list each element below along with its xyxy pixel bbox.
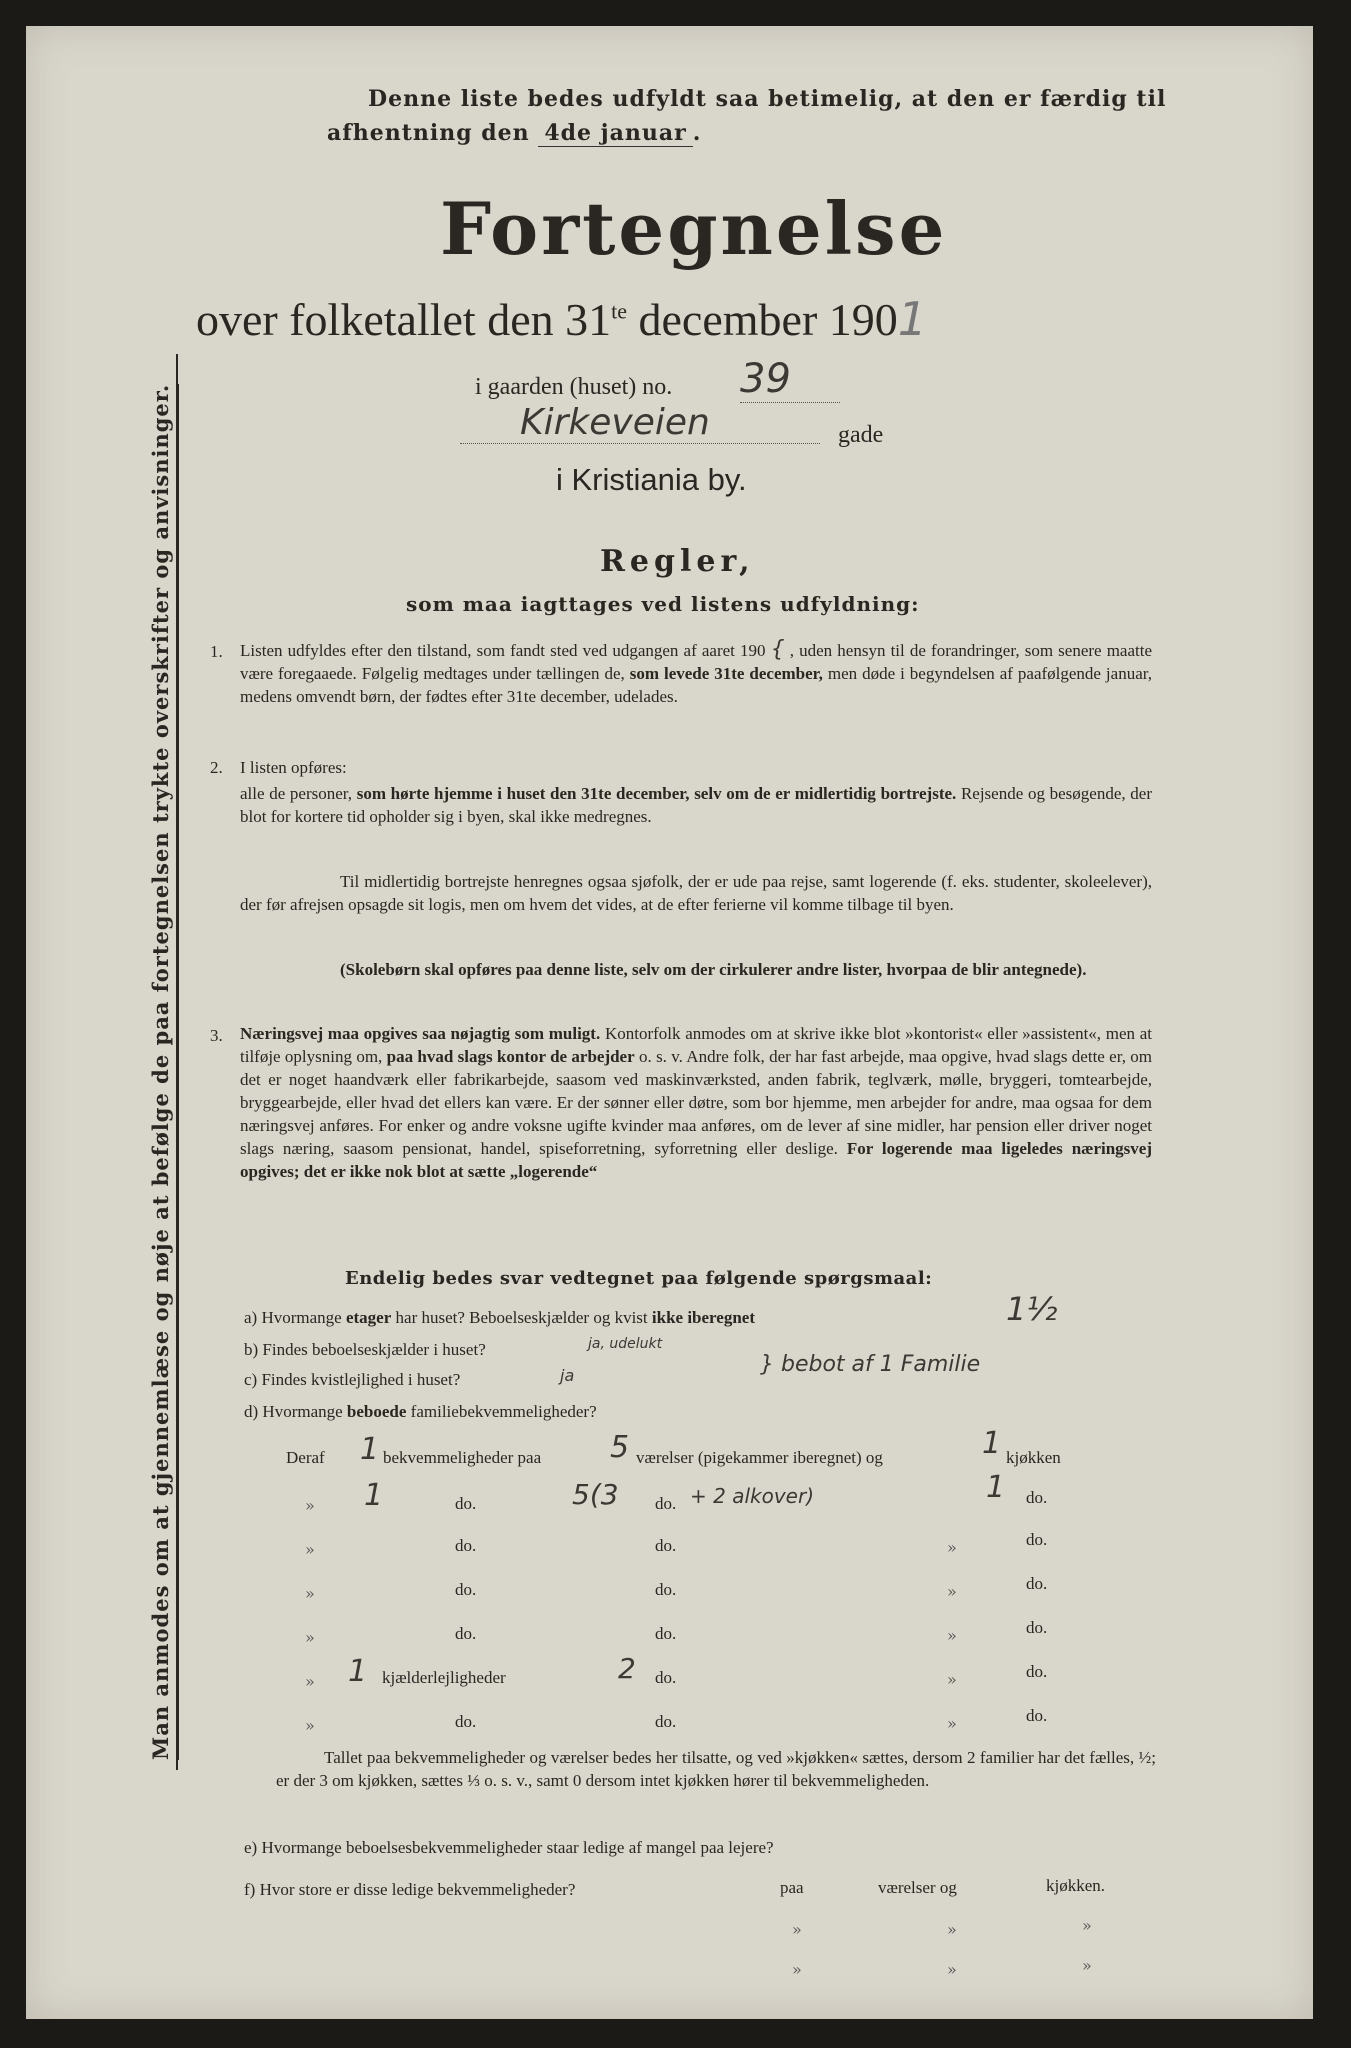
- rule-1-b: , uden hensyn til de forandringer, som senere maatte være foregaaede. Følgelig medtages under tællingen de,: [240, 641, 1152, 683]
- question-d: [244, 1402, 597, 1422]
- row1-a-handwritten: 1: [360, 1432, 380, 1467]
- row7-do-3: do.: [1026, 1706, 1048, 1725]
- street-handwritten: Kirkeveien: [460, 402, 820, 444]
- rule-2-head: I listen opføres:: [240, 758, 347, 777]
- vaer-label: værelser (pigekammer iberegnet) og: [636, 1448, 883, 1467]
- f-row3-quote-1: »: [792, 1960, 802, 1979]
- row6-b-handwritten: 2: [618, 1652, 636, 1685]
- question-f-vaer: værelser og: [878, 1878, 957, 1897]
- page-subtitle: [196, 292, 927, 346]
- rule-2-bold: som hørte hjemme i huset den 31te december, selv om de er midlertidig bortrejste.: [356, 784, 957, 803]
- row4-do-1: do.: [455, 1580, 477, 1599]
- f-row3-quote-2: »: [947, 1960, 957, 1979]
- side-instruction: Man anmodes om at gjennemlæse og nøje at befølge de paa fortegnelsen trykte overskrifter og anvisninger.: [148, 384, 179, 1760]
- rule-3-number: 3.: [210, 1026, 223, 1045]
- row5-do-2: do.: [655, 1624, 677, 1643]
- question-f: f) Hvor store er disse ledige bekvemmeligheder?: [244, 1880, 576, 1899]
- kjaelder-label: kjælderlejligheder: [382, 1668, 506, 1687]
- question-d-label: d) Hvormange: [244, 1402, 343, 1421]
- answer-a-handwritten: 1½: [1006, 1290, 1058, 1328]
- row3-do-1: do.: [455, 1536, 477, 1555]
- row5-quote: »: [305, 1628, 315, 1647]
- notice-date: 4de januar: [538, 120, 692, 147]
- house-label: i gaarden (huset) no.: [475, 374, 673, 400]
- rules-subheading: som maa iagttages ved listens udfyldning:: [406, 592, 920, 616]
- row2-c-handwritten: + 2 alkover): [690, 1484, 814, 1508]
- question-d-rest: familiebekvemmeligheder?: [410, 1402, 597, 1421]
- rule-2-text: [240, 782, 1152, 828]
- rule-2-p3: (Skolebørn skal opføres paa denne liste, selv om der cirkulerer andre lister, hvorpaa de blir antegnede).: [340, 960, 1087, 979]
- subtitle-year-handwritten: 1: [897, 292, 928, 346]
- row1-b-handwritten: 5: [610, 1430, 630, 1465]
- row2-d-handwritten: 1: [986, 1470, 1006, 1505]
- tallet-paragraph: Tallet paa bekvemmeligheder og værelser bedes her tilsatte, og ved »kjøkken« sættes, dersom 2 familier har det fælles, ½; er der 3 om kjøkken, sættes ⅓ o. s. v., samt 0 dersom intet kjøkken hører til bekvemmeligheden.: [276, 1748, 1156, 1790]
- row6-quote-2: »: [947, 1670, 957, 1689]
- row1-c-handwritten: 1: [982, 1426, 1002, 1461]
- row5-quote-2: »: [947, 1626, 957, 1645]
- house-number-handwritten: 39: [740, 356, 840, 403]
- row3-do-3: do.: [1026, 1530, 1048, 1549]
- row3-do-2: do.: [655, 1536, 677, 1555]
- answer-c-handwritten: ja: [560, 1366, 575, 1385]
- question-b: b) Findes beboelseskjælder i huset?: [244, 1340, 486, 1359]
- question-a-bold-2: ikke iberegnet: [651, 1308, 756, 1327]
- row4-do-3: do.: [1026, 1574, 1048, 1593]
- row7-do-1: do.: [455, 1712, 477, 1731]
- row5-do-3: do.: [1026, 1618, 1048, 1637]
- f-row2-quote-1: »: [792, 1920, 802, 1939]
- row2-do-1: do.: [455, 1494, 477, 1513]
- answer-bc-handwritten: } bebot af 1 Familie: [760, 1352, 981, 1377]
- f-row3-quote-3: »: [1082, 1956, 1092, 1975]
- rule-1-bold: som levede 31te december,: [629, 664, 823, 683]
- rule-1-handwritten: {: [770, 637, 785, 662]
- rules-heading: Regler,: [600, 544, 755, 579]
- question-f-paa: paa: [780, 1878, 804, 1897]
- question-d-bold: beboede: [346, 1402, 407, 1421]
- rule-1-a: Listen udfyldes efter den tilstand, som fandt sted ved udgangen af aaret 190: [240, 641, 766, 660]
- row2-a-handwritten: 1: [364, 1478, 384, 1513]
- row2-do-3: do.: [1026, 1488, 1048, 1507]
- rule-1-text: [240, 638, 1152, 708]
- notice-line-2: [327, 120, 701, 146]
- rule-2-a: alle de personer,: [240, 784, 353, 803]
- f-row2-quote-3: »: [1082, 1916, 1092, 1935]
- row4-quote-2: »: [947, 1582, 957, 1601]
- row6-a-handwritten: 1: [348, 1654, 368, 1689]
- rule-1-number: 1.: [210, 642, 223, 661]
- row6-do-3: do.: [1026, 1662, 1048, 1681]
- questions-heading: Endelig bedes svar vedtegnet paa følgende spørgsmaal:: [345, 1268, 933, 1289]
- question-a: [244, 1308, 755, 1328]
- rule-2-p2: Til midlertidig bortrejste henregnes ogsaa sjøfolk, der er ude paa rejse, samt logerende (f. eks. studenter, skoleelever), der før afrejsen opsagde sit logis, men om hvem det vides, at de efter ferierne vil komme tilbage til byen.: [240, 872, 1152, 914]
- rule-3-bold-1: Næringsvej maa opgives saa nøjagtig som muligt.: [240, 1024, 601, 1043]
- row6-quote: »: [305, 1672, 315, 1691]
- rule-2-b: Rejsende og besøgende, der blot for kortere tid opholder sig i byen, skal ikke medregnes.: [240, 784, 1152, 826]
- rule-3-b: o. s. v. Andre folk, der har fast arbejde, maa opgive, hvad slags dette er, om det er noget haandværk eller fabrikarbejde, saasom ved maskinværksted, anden fabrik, teglværk, mølle, bryggeri, tomtearbejde, bryggearbejde, eller hvad det ellers kan være. Er der sønner eller døtre, som bor hjemme, men arbejder for andre, maa ogsaa for dem næringsvej anføres. For enker og andre voksne ugifte kvinder maa anføres, om de lever af sine midler, har pension eller driver noget slags næring, saasom pensionat, handel, spiseforretning, syforretning eller deslige.: [240, 1047, 1152, 1158]
- page-title: Fortegnelse: [440, 186, 948, 271]
- subtitle-text: over folketallet den 31: [196, 294, 612, 345]
- notice-suffix: .: [692, 120, 702, 146]
- notice-prefix: afhentning den: [327, 120, 530, 146]
- rule-3-text: [240, 1022, 1152, 1183]
- rule-2-number: 2.: [210, 758, 223, 777]
- rule-3-bold-3: For logerende maa ligeledes næringsvej opgives; det er ikke nok blot at sætte „logerende“: [240, 1139, 1152, 1181]
- notice-line-1: Denne liste bedes udfyldt saa betimelig, at den er færdig til: [368, 86, 1167, 112]
- row4-do-2: do.: [655, 1580, 677, 1599]
- f-row2-quote-2: »: [947, 1920, 957, 1939]
- rule-1-c: men døde i begyndelsen af paafølgende januar, medens omvendt børn, der fødtes efter 31te december, udelades.: [240, 664, 1152, 706]
- question-a-label: a) Hvormange: [244, 1308, 342, 1327]
- subtitle-year: december 190: [638, 294, 898, 345]
- row2-do-2: do.: [655, 1494, 677, 1513]
- bekv-paa-label: bekvemmeligheder paa: [383, 1448, 542, 1467]
- row7-quote-2: »: [947, 1714, 957, 1733]
- street-suffix: gade: [838, 422, 884, 448]
- row7-quote: »: [305, 1716, 315, 1735]
- deraf-label: Deraf: [286, 1448, 325, 1467]
- row3-quote-2: »: [947, 1538, 957, 1557]
- city-label: i Kristiania by.: [556, 462, 747, 497]
- question-f-kjokken: kjøkken.: [1046, 1876, 1106, 1895]
- rule-3-bold-2: paa hvad slags kontor de arbejder: [386, 1047, 635, 1066]
- row2-quote: »: [305, 1496, 315, 1515]
- row2-b-handwritten: 5(3: [572, 1478, 619, 1511]
- question-a-rest: har huset? Beboelseskjælder og kvist: [395, 1308, 648, 1327]
- kjokken-label: kjøkken: [1006, 1448, 1061, 1467]
- row7-do-2: do.: [655, 1712, 677, 1731]
- question-e: e) Hvormange beboelsesbekvemmeligheder staar ledige af mangel paa lejere?: [244, 1838, 774, 1857]
- question-a-bold: etager: [345, 1308, 392, 1327]
- row5-do-1: do.: [455, 1624, 477, 1643]
- row6-do-2: do.: [655, 1668, 677, 1687]
- rule-3-a: Kontorfolk anmodes om at skrive ikke blot »kontorist« eller »assistent«, men at tilføje oplysning om,: [240, 1024, 1152, 1066]
- answer-b-handwritten: ja, udelukt: [588, 1336, 663, 1352]
- question-c: c) Findes kvistlejlighed i huset?: [244, 1370, 461, 1389]
- subtitle-sup: te: [611, 298, 628, 324]
- row3-quote: »: [305, 1540, 315, 1559]
- row4-quote: »: [305, 1584, 315, 1603]
